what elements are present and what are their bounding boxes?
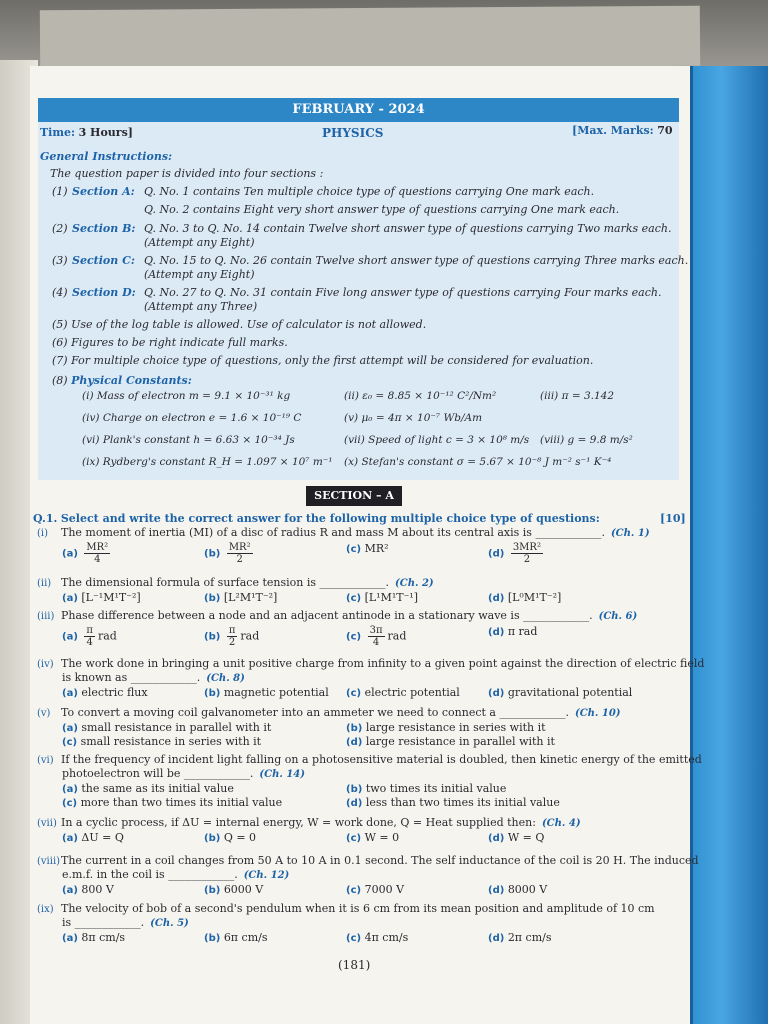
fraction <box>84 542 110 565</box>
answer-option[interactable] <box>62 686 148 699</box>
option-letter: (c) <box>346 631 362 643</box>
option-text: small resistance in parallel with it <box>81 721 272 734</box>
option-letter: (a) <box>62 688 78 699</box>
question-stem-line2: e.m.f. in the coil is ____________. <box>62 868 238 881</box>
option-letter: (d) <box>488 548 505 560</box>
answer-option[interactable] <box>488 542 546 565</box>
answer-option[interactable] <box>488 931 551 944</box>
option-letter: (d) <box>488 833 505 844</box>
option-unit: rad <box>240 629 260 643</box>
chapter-ref: (Ch. 14) <box>259 769 305 780</box>
answer-option[interactable] <box>346 591 418 604</box>
physical-constant: (viii) g = 9.8 m/s² <box>540 434 633 446</box>
page-edge-tabs <box>690 66 768 1024</box>
option-letter: (d) <box>488 933 505 944</box>
subject-title: PHYSICS <box>322 126 384 140</box>
option-letter: (a) <box>62 885 78 896</box>
denominator: 2 <box>523 554 531 565</box>
option-text: 8000 V <box>507 883 548 896</box>
chapter-ref: (Ch. 12) <box>243 870 290 881</box>
section-line <box>52 185 594 198</box>
section-line <box>52 222 671 235</box>
answer-option[interactable] <box>346 721 546 734</box>
instructions-box <box>38 122 689 480</box>
option-letter: (b) <box>204 688 221 699</box>
question-number: (ix) <box>37 904 54 915</box>
section-num: (4) <box>52 286 68 299</box>
answer-option[interactable] <box>62 883 114 896</box>
constants-heading-row: (8) Physical Constants: <box>52 374 192 387</box>
previous-page-edge <box>40 6 700 71</box>
option-letter: (d) <box>488 593 505 604</box>
fraction <box>84 625 95 648</box>
option-letter: (c) <box>346 833 362 844</box>
option-letter: (c) <box>62 737 78 748</box>
chapter-ref: (Ch. 8) <box>206 673 245 684</box>
question-text <box>37 609 637 622</box>
answer-option[interactable] <box>62 625 117 648</box>
answer-option[interactable] <box>62 591 141 604</box>
answer-option[interactable] <box>204 686 329 699</box>
question-number: (i) <box>37 528 49 539</box>
section-num: (1) <box>52 185 68 198</box>
question-stem: If the frequency of incident light falling on a photosensitive material is doubled, then kinetic energy of the emitted <box>61 753 702 766</box>
question-stem-line2: is known as ____________. <box>62 671 201 684</box>
option-letter: (a) <box>62 784 78 795</box>
physical-constant: (ix) Rydberg's constant R_H = 1.097 × 10⁷ m⁻¹ <box>82 456 333 468</box>
question-stem: The work done in bringing a unit positive charge from infinity to a given point against the direction of electric field <box>61 657 705 670</box>
option-text: π rad <box>507 625 538 638</box>
rule-7: (7) For multiple choice type of questions, only the first attempt will be considered for evaluation. <box>52 354 594 367</box>
question-stem: The moment of inertia (MI) of a disc of radius R and mass M about its central axis is ____________. <box>61 526 605 539</box>
option-letter: (a) <box>62 548 78 560</box>
question-stem: The dimensional formula of surface tension is ____________. <box>61 576 390 589</box>
exam-header: FEBRUARY - 2024 <box>38 98 679 122</box>
question-number: (ii) <box>37 578 52 589</box>
fraction <box>227 625 238 648</box>
chapter-ref: (Ch. 5) <box>150 918 189 929</box>
q1-marks: [10] <box>660 512 686 525</box>
numerator: 3MR² <box>512 542 541 553</box>
answer-option[interactable] <box>62 735 261 748</box>
answer-option[interactable] <box>346 542 389 555</box>
question-number: (iv) <box>37 659 54 670</box>
option-text: large resistance in series with it <box>365 721 546 734</box>
question-stem: The current in a coil changes from 50 A to 10 A in 0.1 second. The self inductance of the coil is 20 H. The induced <box>61 854 699 867</box>
option-text: 6000 V <box>223 883 264 896</box>
section-line <box>52 286 661 299</box>
option-text: magnetic potential <box>223 686 329 699</box>
section-line <box>52 254 688 267</box>
option-letter: (d) <box>488 885 505 896</box>
option-text: electric flux <box>81 686 148 699</box>
question-number: (iii) <box>37 611 55 622</box>
fraction <box>511 542 543 565</box>
option-letter: (c) <box>346 885 362 896</box>
option-letter: (d) <box>488 627 505 638</box>
question-stem-cont <box>62 671 245 684</box>
answer-option[interactable] <box>488 591 561 604</box>
answer-option[interactable] <box>204 591 277 604</box>
answer-option[interactable] <box>488 883 547 896</box>
physical-constant: (vii) Speed of light c = 3 × 10⁸ m/s <box>344 434 530 446</box>
question-number: (vii) <box>37 818 57 829</box>
question-text <box>37 753 702 766</box>
answer-option[interactable] <box>346 796 560 809</box>
instructions-intro: The question paper is divided into four sections : <box>50 167 324 180</box>
answer-option[interactable] <box>204 883 263 896</box>
rule-5: (5) Use of the log table is allowed. Use of calculator is not allowed. <box>52 318 427 331</box>
fraction <box>227 542 253 565</box>
option-text: [L¹M¹T⁻¹] <box>364 591 419 604</box>
option-text: small resistance in series with it <box>80 735 262 748</box>
answer-option[interactable] <box>204 542 256 565</box>
answer-option[interactable] <box>346 931 408 944</box>
option-letter: (a) <box>62 593 78 604</box>
option-text: [L⁰M¹T⁻²] <box>507 591 562 604</box>
numerator: MR² <box>228 542 251 553</box>
question-text <box>37 657 704 670</box>
instructions-heading: General Instructions: <box>40 150 173 163</box>
page-number: (181) <box>338 958 371 972</box>
section-a-badge: SECTION – A <box>306 486 402 506</box>
question-stem: The velocity of bob of a second's pendulum when it is 6 cm from its mean position and amplitude of 10 cm <box>61 902 655 915</box>
option-text: the same as its initial value <box>81 782 234 795</box>
section-text: Q. No. 1 contains Ten multiple choice type of questions carrying One mark each. <box>144 185 595 198</box>
physical-constant: (ii) ε₀ = 8.85 × 10⁻¹² C²/Nm² <box>344 390 497 402</box>
answer-option[interactable] <box>488 625 537 638</box>
option-text: 7000 V <box>364 883 405 896</box>
answer-option[interactable] <box>346 686 460 699</box>
chapter-ref: (Ch. 10) <box>574 708 621 719</box>
answer-option[interactable] <box>204 831 256 844</box>
answer-option[interactable] <box>488 831 544 844</box>
option-letter: (c) <box>346 593 362 604</box>
question-stem: Phase difference between a node and an adjacent antinode in a stationary wave is ____________. <box>61 609 593 622</box>
option-letter: (a) <box>62 933 78 944</box>
answer-option[interactable] <box>346 625 406 648</box>
answer-option[interactable] <box>204 931 267 944</box>
option-letter: (a) <box>62 631 78 643</box>
question-text <box>37 526 650 539</box>
question-text <box>37 854 699 867</box>
physical-constant: (iv) Charge on electron e = 1.6 × 10⁻¹⁹ C <box>82 412 302 424</box>
option-text: more than two times its initial value <box>80 796 283 809</box>
option-unit: rad <box>97 629 117 643</box>
answer-option[interactable] <box>62 721 271 734</box>
fraction <box>368 625 385 648</box>
option-text: W = Q <box>507 831 545 844</box>
answer-option[interactable] <box>346 735 555 748</box>
option-unit: rad <box>387 629 407 643</box>
physical-constant: (iii) π = 3.142 <box>540 390 615 402</box>
section-text: Q. No. 2 contains Eight very short answer type of questions carrying One mark each. <box>144 203 620 216</box>
denominator: 2 <box>236 554 243 565</box>
answer-option[interactable] <box>62 796 282 809</box>
section-num: (3) <box>52 254 68 267</box>
option-letter: (c) <box>346 688 362 699</box>
question-stem: To convert a moving coil galvanometer into an ammeter we need to connect a ____________. <box>61 706 569 719</box>
answer-option[interactable] <box>62 831 124 844</box>
section-name: Section B: <box>72 222 136 235</box>
denominator: 4 <box>372 637 380 648</box>
section-num: (2) <box>52 222 68 235</box>
section-text: Q. No. 27 to Q. No. 31 contain Five long answer type of questions carrying Four marks each. <box>144 286 662 299</box>
chapter-ref: (Ch. 2) <box>395 578 434 589</box>
option-text: 8π cm/s <box>81 931 126 944</box>
option-text: electric potential <box>364 686 460 699</box>
rule-6: (6) Figures to be right indicate full marks. <box>52 336 288 349</box>
question-text <box>37 816 581 829</box>
chapter-ref: (Ch. 1) <box>610 528 650 539</box>
numerator: π <box>228 625 236 636</box>
answer-option[interactable] <box>346 831 399 844</box>
chapter-ref: (Ch. 6) <box>598 611 638 622</box>
question-number: (v) <box>37 708 51 719</box>
question-text <box>37 902 655 915</box>
section-name: Section D: <box>72 286 136 299</box>
option-letter: (c) <box>346 544 362 555</box>
max-marks: [Max. Marks: 70 <box>572 124 673 137</box>
section-text: Q. No. 3 to Q. No. 14 contain Twelve short answer type of questions carrying Two marks each. <box>144 222 672 235</box>
option-letter: (b) <box>204 593 221 604</box>
option-letter: (c) <box>62 798 78 809</box>
option-text: [L²M¹T⁻²] <box>223 591 278 604</box>
option-letter: (b) <box>346 784 363 795</box>
answer-option[interactable] <box>346 883 404 896</box>
numerator: MR² <box>86 542 109 553</box>
option-text: 2π cm/s <box>507 931 552 944</box>
physical-constant: (v) μ₀ = 4π × 10⁻⁷ Wb/Am <box>344 412 483 424</box>
physical-constant: (x) Stefan's constant σ = 5.67 × 10⁻⁸ J m⁻² s⁻¹ K⁻⁴ <box>344 456 612 468</box>
option-letter: (b) <box>346 723 363 734</box>
question-text <box>37 576 434 589</box>
denominator: 4 <box>86 637 93 648</box>
numerator: 3π <box>369 625 383 636</box>
option-letter: (b) <box>204 833 221 844</box>
option-text: 4π cm/s <box>364 931 409 944</box>
option-letter: (b) <box>204 885 221 896</box>
option-letter: (d) <box>346 798 363 809</box>
answer-option[interactable] <box>488 686 632 699</box>
option-text: [L⁻¹M¹T⁻²] <box>81 591 141 604</box>
option-letter: (d) <box>346 737 363 748</box>
question-stem-cont <box>62 916 189 929</box>
answer-option[interactable] <box>62 782 234 795</box>
section-note: (Attempt any Eight) <box>144 236 255 249</box>
question-stem-cont <box>62 868 289 881</box>
section-note: (Attempt any Eight) <box>144 268 255 281</box>
chapter-ref: (Ch. 4) <box>541 818 581 829</box>
question-stem-line2: is ____________. <box>62 916 145 929</box>
section-text: Q. No. 15 to Q. No. 26 contain Twelve short answer type of questions carrying Three marks each. <box>144 254 689 267</box>
option-text: two times its initial value <box>365 782 507 795</box>
option-letter: (b) <box>204 631 221 643</box>
time-field: Time: 3 Hours] <box>40 126 133 139</box>
question-stem-cont <box>62 767 305 780</box>
option-text: Q = 0 <box>223 831 257 844</box>
answer-option[interactable] <box>346 782 506 795</box>
option-text: W = 0 <box>364 831 400 844</box>
option-text: 6π cm/s <box>223 931 268 944</box>
denominator: 2 <box>228 637 236 648</box>
option-letter: (d) <box>488 688 505 699</box>
physical-constant: (i) Mass of electron m = 9.1 × 10⁻³¹ kg <box>82 390 291 402</box>
option-letter: (b) <box>204 933 221 944</box>
question-text <box>37 706 621 719</box>
section-line <box>52 203 619 216</box>
question-number: (viii) <box>37 856 61 867</box>
question-number: (vi) <box>37 755 54 766</box>
question-stem-line2: photoelectron will be ____________. <box>62 767 254 780</box>
option-text: MR² <box>364 542 389 555</box>
denominator: 4 <box>94 554 101 565</box>
option-letter: (c) <box>346 933 362 944</box>
numerator: π <box>86 625 93 636</box>
option-text: large resistance in parallel with it <box>365 735 555 748</box>
section-note: (Attempt any Three) <box>144 300 258 313</box>
answer-option[interactable] <box>204 625 259 648</box>
option-letter: (a) <box>62 723 78 734</box>
answer-option[interactable] <box>62 931 125 944</box>
answer-option[interactable] <box>62 542 113 565</box>
option-text: gravitational potential <box>507 686 633 699</box>
option-text: less than two times its initial value <box>365 796 560 809</box>
section-name: Section A: <box>72 185 135 198</box>
option-text: ΔU = Q <box>81 831 124 844</box>
question-stem: In a cyclic process, if ΔU = internal energy, W = work done, Q = Heat supplied then: <box>61 816 536 829</box>
option-text: 800 V <box>81 883 114 896</box>
q1-heading: Q.1. Select and write the correct answer for the following multiple choice type of questions: <box>33 512 600 525</box>
physical-constant: (vi) Plank's constant h = 6.63 × 10⁻³⁴ Js <box>82 434 295 446</box>
option-letter: (b) <box>204 548 221 560</box>
section-name: Section C: <box>72 254 135 267</box>
option-letter: (a) <box>62 833 78 844</box>
